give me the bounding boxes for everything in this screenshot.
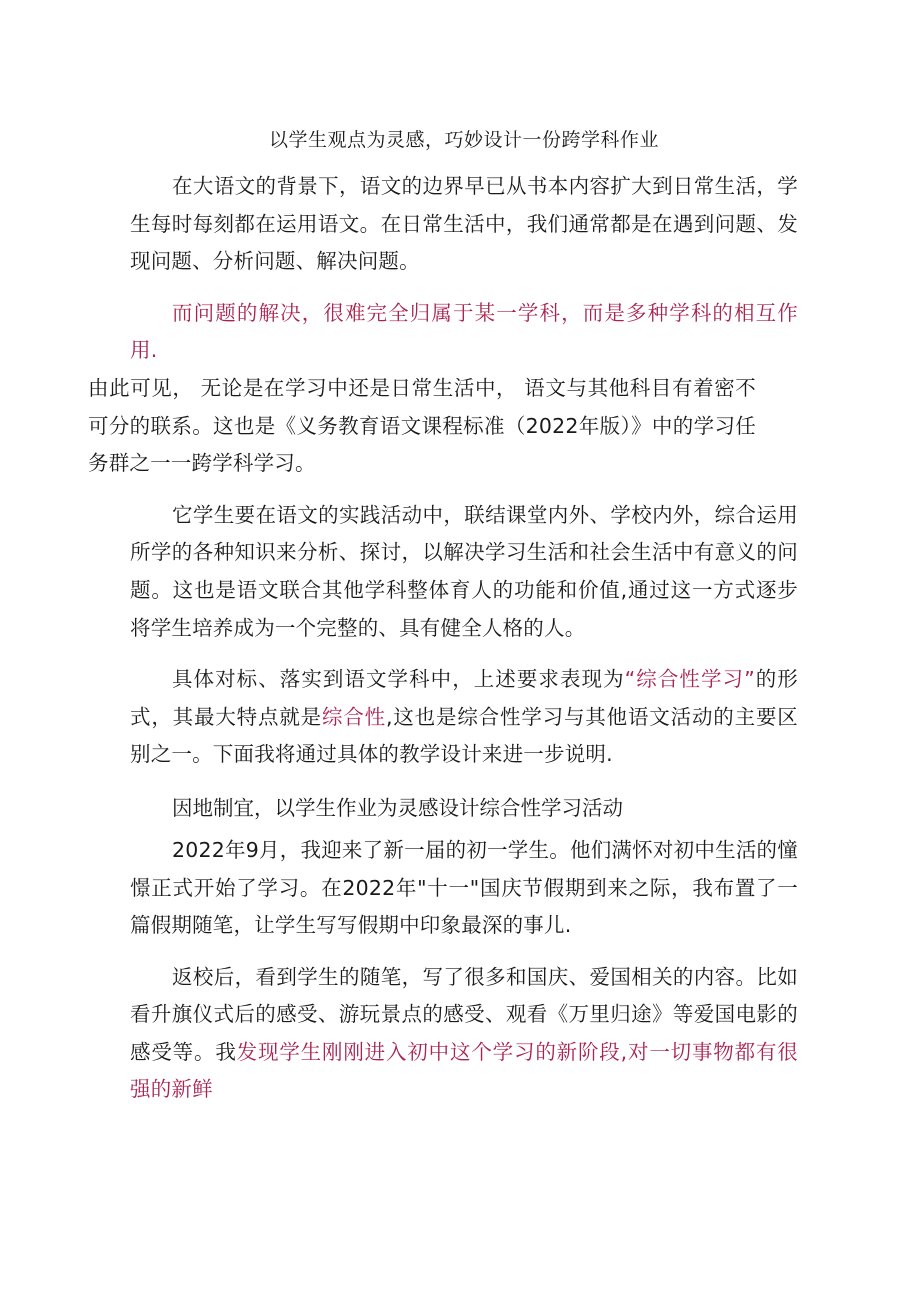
paragraph-6: [130, 959, 798, 1109]
paragraph-3: 它学生要在语文的实践活动中，联结课堂内外、学校内外，综合运用所学的各种知识来分析、探讨，以解决学习生活和社会生活中有意义的问题。这也是语文联合其他学科整体育人的功能和价值,通过这一方式逐步将学生培养成为一个完整的、具有健全人格的人。: [130, 502, 798, 640]
paragraph-5: 2022年9月，我迎来了新一届的初一学生。他们满怀对初中生活的憧憬正式开始了学习。在2022年"十一"国庆节假期到来之际，我布置了一篇假期随笔，让学生写写假期中印象最深的事儿.: [130, 837, 798, 938]
highlighted-term-comprehensiveness: 综合性: [321, 704, 386, 729]
document-page: [88, 118, 799, 1123]
section-heading: 因地制宜，以学生作业为灵感设计综合性学习活动: [172, 795, 623, 820]
paragraph-4-b: 的形式，其最大特点就是: [130, 667, 798, 729]
paragraph-4-a: 具体对标、落实到语文学科中，上述要求表现为: [172, 667, 625, 692]
paragraph-2-rest: 由此可见， 无论是在学习中还是日常生活中， 语文与其他科目有着密不可分的联系。这也是《义务教育语文课程标准（2022年版）》中的学习任务群之一一跨学科学习。: [88, 375, 756, 476]
highlighted-text-discovery: 发现学生刚刚进入初中这个学习的新阶段,对一切事物都有很强的新鲜: [130, 1039, 799, 1102]
paragraph-6-a: 返校后，看到学生的随笔，写了很多和国庆、爱国相关的内容。比如看升旗仪式后的感受、游玩景点的感受、观看《万里归途》等爱国电影的感受等。我: [130, 964, 798, 1064]
paragraph-1: 在大语文的背景下，语文的边界早已从书本内容扩大到日常生活，学生每时每刻都在运用语文。在日常生活中，我们通常都是在遇到问题、发现问题、分析问题、解决问题。: [130, 174, 798, 274]
paragraph-2: [88, 295, 798, 483]
document-title: 以学生观点为灵感，巧妙设计一份跨学科作业: [268, 129, 659, 151]
paragraph-4-c: ,这也是综合性学习与其他语文活动的主要区别之一。下面我将通过具体的教学设计来进一步说明.: [130, 704, 798, 767]
highlighted-text: 而问题的解决，很难完全归属于某一学科，而是多种学科的相互作用.: [130, 300, 798, 363]
highlighted-term-comprehensive-learning: “综合性学习”: [624, 667, 755, 692]
paragraph-4: [130, 661, 798, 774]
